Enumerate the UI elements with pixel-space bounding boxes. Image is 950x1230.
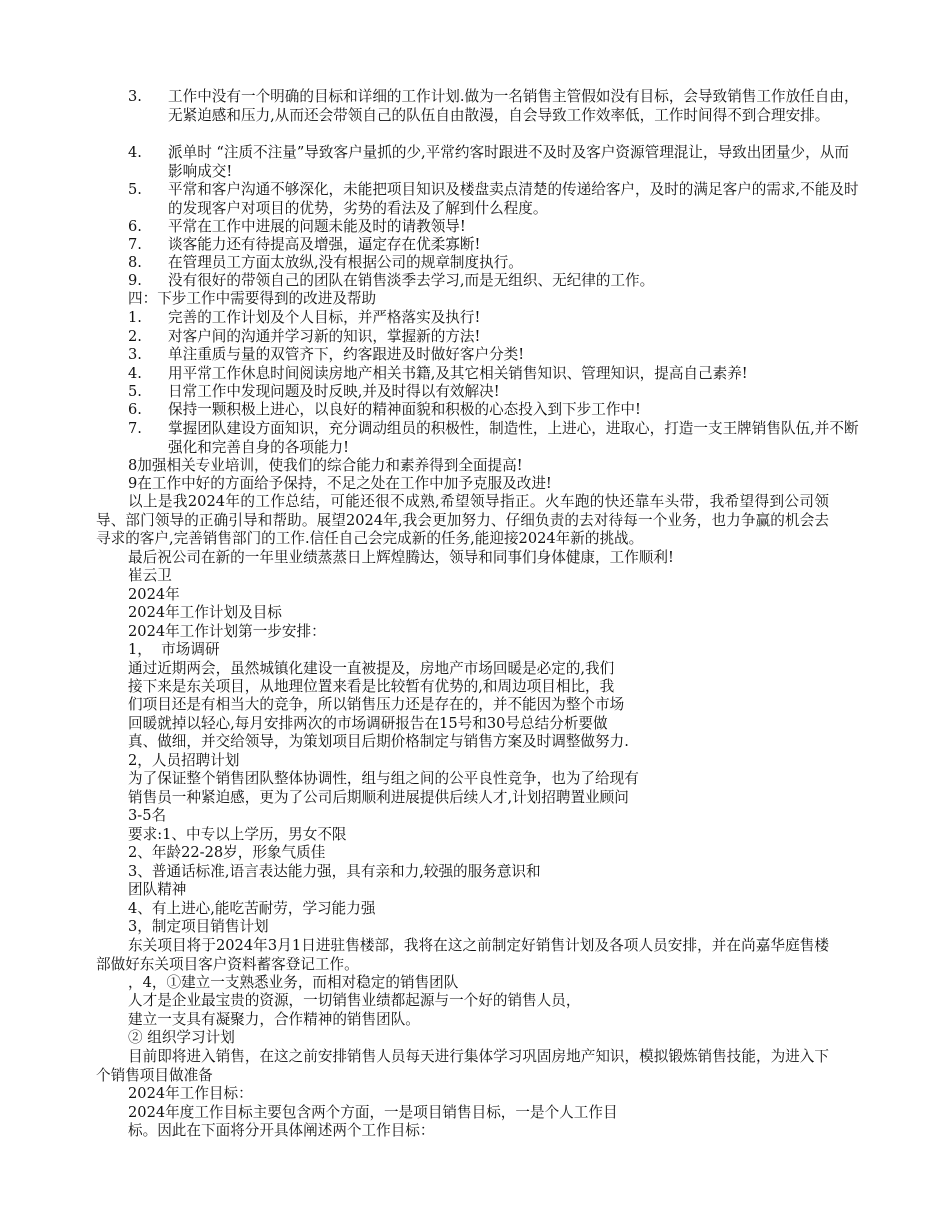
paragraph-line: 团队精神 — [128, 881, 187, 898]
list-item: 平常和客户沟通不够深化，未能把项目知识及楼盘卖点清楚的传递给客户，及时的满足客户的需求,不能及时的发现客户对项目的优势，劣势的看法及了解到什么程度。 — [168, 181, 859, 217]
section-heading: 2，人员招聘计划 — [128, 752, 240, 769]
list-item: 工作中没有一个明确的目标和详细的工作计划.做为一名销售主管假如没有目标，会导致销售工作放任自由，无紧迫感和压力,从而还会带领自己的队伍自由散漫，自会导致工作效率低，工作时间得不到合理安排。 — [168, 88, 859, 124]
paragraph-line: 为了保证整个销售团队整体协调性，组与组之间的公平良性竞争，也为了给现有 — [128, 770, 639, 787]
paragraph-line: 3、普通话标准,语言表达能力强，具有亲和力,较强的服务意识和 — [128, 863, 541, 880]
list-item: 完善的工作计划及个人目标，并严格落实及执行! — [168, 309, 481, 326]
closing-wish: 最后祝公司在新的一年里业绩蒸蒸日上辉煌腾达，领导和同事们身体健康，工作顺利! — [128, 549, 674, 566]
list-item: 没有很好的带领自己的团队在销售淡季去学习,而是无组织、无纪律的工作。 — [168, 272, 655, 289]
paragraph-line: 标。因此在下面将分开具体阐述两个工作目标： — [128, 1122, 435, 1139]
plan-title: 2024年工作计划及目标 — [128, 604, 282, 621]
section-heading: 1， 市场调研 — [128, 641, 220, 658]
paragraph-line: 2、年龄22-28岁，形象气质佳 — [128, 844, 326, 861]
list-item: 派单时 “注质不注量”导致客户量抓的少,平常约客时跟进不及时及客户资源管理混让，导致出团量少，从而影响成交! — [168, 144, 849, 180]
paragraph-line: 要求:1、中专以上学历，男女不限 — [128, 826, 347, 843]
plan-step-heading: 2024年工作计划第一步安排： — [128, 623, 326, 640]
paragraph-line: 回暖就掉以轻心,每月安排两次的市场调研报告在15号和30号总结分析要做 — [128, 715, 608, 732]
list-number: 5. — [128, 383, 142, 400]
list-item: 掌握团队建设方面知识，充分调动组员的积极性，制造性，上进心，进取心，打造一支王牌销售队伍,并不断强化和完善自身的各项能力! — [168, 420, 859, 456]
list-number: 3. — [128, 346, 142, 363]
date-line: 2024年 — [128, 586, 180, 603]
paragraph-line: 人才是企业最宝贵的资源，一切销售业绩都起源与一个好的销售人员， — [128, 992, 581, 1009]
summary-paragraph: 以上是我2024年的工作总结，可能还很不成熟,希望领导指正。火车跑的快还靠车头带，我希望得到公司领导、部门领导的正确引导和帮助。展望2024年,我会更加努力、仔细负责的去对待每一个业务，也力争赢的机会去寻求的客户,完善销售部门的工作.信任自己会完成新的任务,能迎接2024年新的挑战。 — [96, 493, 829, 548]
list-item: 平常在工作中进展的问题未能及时的请教领导! — [168, 218, 466, 235]
list-number: 9. — [128, 272, 142, 289]
section-heading: 3，制定项目销售计划 — [128, 918, 269, 935]
list-item: 用平常工作休息时间阅读房地产相关书籍,及其它相关销售知识、管理知识，提高自己素养! — [168, 365, 748, 382]
section-heading: 2024年工作目标： — [128, 1085, 253, 1102]
list-item: 单注重质与量的双管齐下，约客跟进及时做好客户分类! — [168, 346, 525, 363]
paragraph-line: 建立一支具有凝聚力，合作精神的销售团队。 — [128, 1011, 420, 1028]
list-number: 6. — [128, 218, 142, 235]
list-number: 5. — [128, 181, 142, 198]
list-number: 7. — [128, 420, 142, 437]
paragraph-line: 4、有上进心,能吃苦耐劳，学习能力强 — [128, 900, 376, 917]
list-number: 4. — [128, 144, 142, 161]
list-item: 在管理员工方面太放纵,没有根据公司的规章制度执行。 — [168, 254, 523, 271]
section-heading: 四：下步工作中需要得到的改进及帮助 — [128, 290, 377, 307]
list-number: 6. — [128, 401, 142, 418]
list-item: 日常工作中发现问题及时反映,并及时得以有效解决! — [168, 383, 500, 400]
paragraph-line: 3-5名 — [128, 807, 167, 824]
list-item: 对客户间的沟通并学习新的知识，掌握新的方法! — [168, 328, 481, 345]
list-item: 谈客能力还有待提高及增强，逼定存在优柔寡断! — [168, 236, 481, 253]
paragraph-line: 们项目还是有相当大的竞争，所以销售压力还是存在的，并不能因为整个市场 — [128, 696, 625, 713]
list-item: 9在工作中好的方面给予保持，不足之处在工作中加予克服及改进! — [128, 475, 552, 492]
section-heading: ，4，①建立一支熟悉业务，而相对稳定的销售团队 — [128, 974, 459, 991]
paragraph-line: 接下来是东关项目，从地理位置来看是比较暂有优势的,和周边项目相比，我 — [128, 678, 615, 695]
paragraph-line: 销售员一种紧迫感，更为了公司后期顺利进展提供后续人才,计划招聘置业顾问 — [128, 789, 629, 806]
paragraph-line: 通过近期两会，虽然城镇化建设一直被提及，房地产市场回暖是必定的,我们 — [128, 660, 615, 677]
list-item: 保持一颗积极上进心，以良好的精神面貌和积极的心态投入到下步工作中! — [168, 401, 641, 418]
list-number: 3. — [128, 88, 142, 105]
author-name: 崔云卫 — [128, 567, 172, 584]
paragraph-line: 真、做细，并交给领导，为策划项目后期价格制定与销售方案及时调整做努力. — [128, 733, 629, 750]
study-plan-paragraph: 目前即将进入销售，在这之前安排销售人员每天进行集体学习巩固房地产知识，模拟锻炼销售技能，为进入下个销售项目做准备 — [96, 1048, 829, 1084]
list-number: 7. — [128, 236, 142, 253]
list-number: 4. — [128, 365, 142, 382]
list-number: 2. — [128, 328, 142, 345]
list-number: 1. — [128, 309, 142, 326]
list-number: 8. — [128, 254, 142, 271]
section-heading: ② 组织学习计划 — [128, 1029, 235, 1046]
list-item: 8加强相关专业培训，使我们的综合能力和素养得到全面提高! — [128, 457, 523, 474]
sales-plan-paragraph: 东关项目将于2024年3月1日进驻售楼部，我将在这之前制定好销售计划及各项人员安排，并在尚嘉华庭售楼部做好东关项目客户资料蓄客登记工作。 — [96, 937, 829, 973]
paragraph-line: 2024年度工作目标主要包含两个方面，一是项目销售目标，一是个人工作目 — [128, 1104, 618, 1121]
